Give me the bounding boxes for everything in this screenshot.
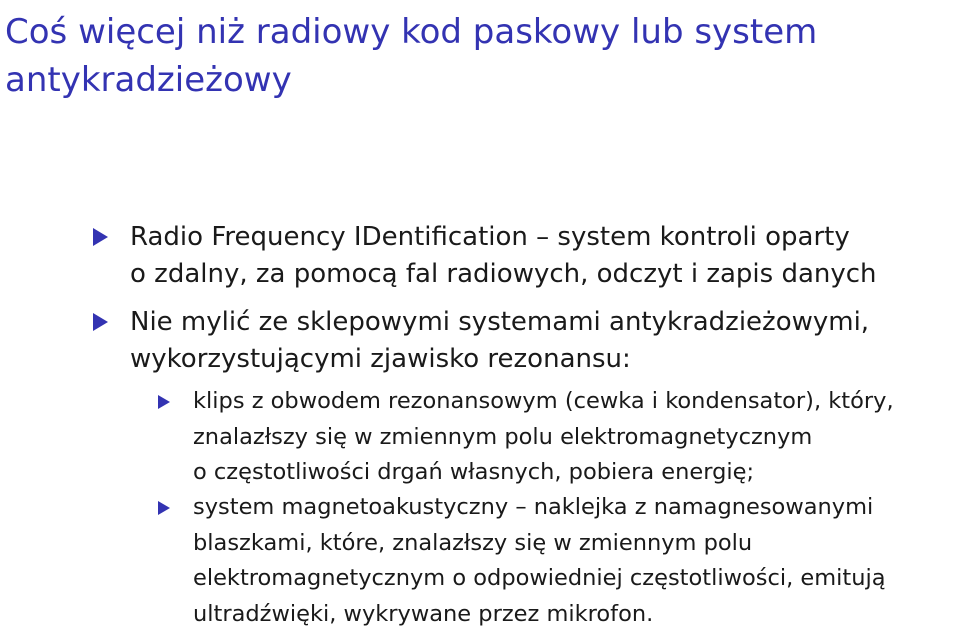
subbullet-text: [193, 384, 958, 491]
triangle-bullet-icon: [93, 313, 108, 331]
subbullet-line: system magnetoakustyczny – naklejka z namagnesowanymi: [193, 494, 874, 520]
bullet-line: wykorzystującymi zjawisko rezonansu:: [130, 344, 631, 374]
bullet-line: o zdalny, za pomocą fal radiowych, odczyt i zapis danych: [130, 259, 877, 289]
triangle-bullet-icon: [158, 395, 170, 409]
triangle-bullet-icon: [158, 501, 170, 515]
bullet-text: [130, 304, 953, 378]
bullet-line: Nie mylić ze sklepowymi systemami antykradzieżowymi,: [130, 307, 870, 337]
triangle-bullet-icon: [93, 228, 108, 246]
bullet-item-rfid: [93, 219, 953, 293]
subbullet-line: blaszkami, które, znalazłszy się w zmiennym polu: [193, 529, 753, 556]
bullet-text: [130, 219, 953, 293]
subbullet-line: znalazłszy się w zmiennym polu elektromagnetycznym: [193, 423, 813, 450]
slide-title: Coś więcej niż radiowy kod paskowy lub system antykradzieżowy: [5, 12, 818, 100]
subbullet-line: o częstotliwości drgań własnych, pobiera energię;: [193, 459, 755, 485]
bullet-line: Radio Frequency IDentification – system kontroli oparty: [130, 222, 850, 252]
subbullet-line: klips z obwodem rezonansowym (cewka i kondensator), który,: [193, 388, 894, 414]
subbullet-text: [193, 490, 958, 632]
bullet-item-antitheft: [93, 304, 953, 378]
subbullet-line: elektromagnetycznym o odpowiedniej częstotliwości, emitują: [193, 565, 886, 591]
subbullet-line: ultradźwięki, wykrywane przez mikrofon.: [193, 600, 654, 627]
subbullet-item-resonant-clip: [158, 384, 958, 491]
subbullet-item-magnetoacoustic: [158, 490, 958, 632]
